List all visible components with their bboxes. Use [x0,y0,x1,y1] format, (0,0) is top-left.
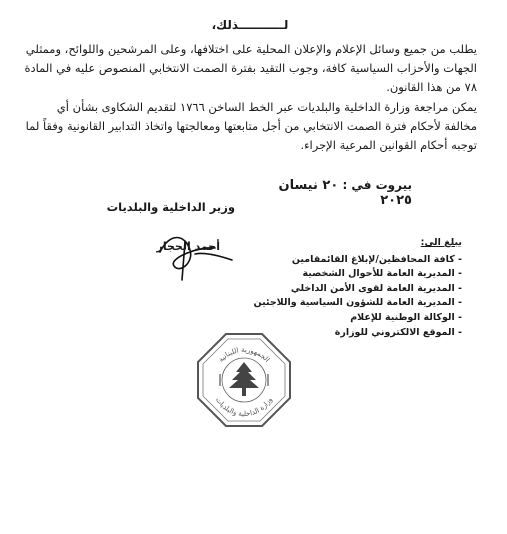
distribution-item: - المديرية العامة للشؤون السياسية واللاجئين [242,296,462,311]
date-value: ٢٠ نيسان ٢٠٢٥ [278,178,412,208]
date-prefix: بيروت في : [342,178,412,192]
distribution-item: - الوكالة الوطنية للإعلام [242,311,462,326]
distribution-item: - المديرية العامة للأحوال الشخصية [242,267,462,282]
stamp-top-text: الجمهورية اللبنانية [216,345,272,364]
distribution-item: - كافة المحافظين/لإبلاغ القائمقامين [242,253,462,268]
stamp-bottom-text: وزارة الداخلية والبلديات [214,395,274,419]
cedar-icon [229,362,259,396]
paragraph-hotline: يمكن مراجعة وزارة الداخلية والبلديات عبر الخط الساخن ١٧٦٦ لتقديم الشكاوى بشأن أي مخالفة لأحكام فترة الصمت الانتخابي من أجل متابعتها ومعالجتها واتخاذ التدابير القانونية وفقاً لما توجبه أحكام القوانين المرعية الإجراء. [25,100,477,152]
date-line [262,178,412,208]
paragraph-media-notice: يطلب من جميع وسائل الإعلام والإعلان المحلية على اختلافها، وعلى المرشحين واللوائح، وممثلي الجهات والأحزاب السياسية كافة، وجوب التقيد بفترة الصمت الانتخابي المنصوص عليه في المادة ٧٨ من هذا القانون. [24,42,477,94]
distribution-item: - المديرية العامة لقوى الأمن الداخلي [242,282,462,297]
minister-title: وزير الداخلية والبلديات [106,200,235,214]
distribution-heading: يبلغ الى: [420,237,462,248]
minister-name: أحمد الحجار [156,240,220,253]
section-heading: لـــــــــــذلك، [211,18,289,32]
distribution-list [242,236,462,340]
distribution-item: - الموقع الالكتروني للوزارة [242,326,462,341]
official-stamp [196,332,292,428]
svg-text:الجمهورية اللبنانية [217,346,271,364]
svg-text:وزارة الداخلية والبلديات [214,396,274,418]
